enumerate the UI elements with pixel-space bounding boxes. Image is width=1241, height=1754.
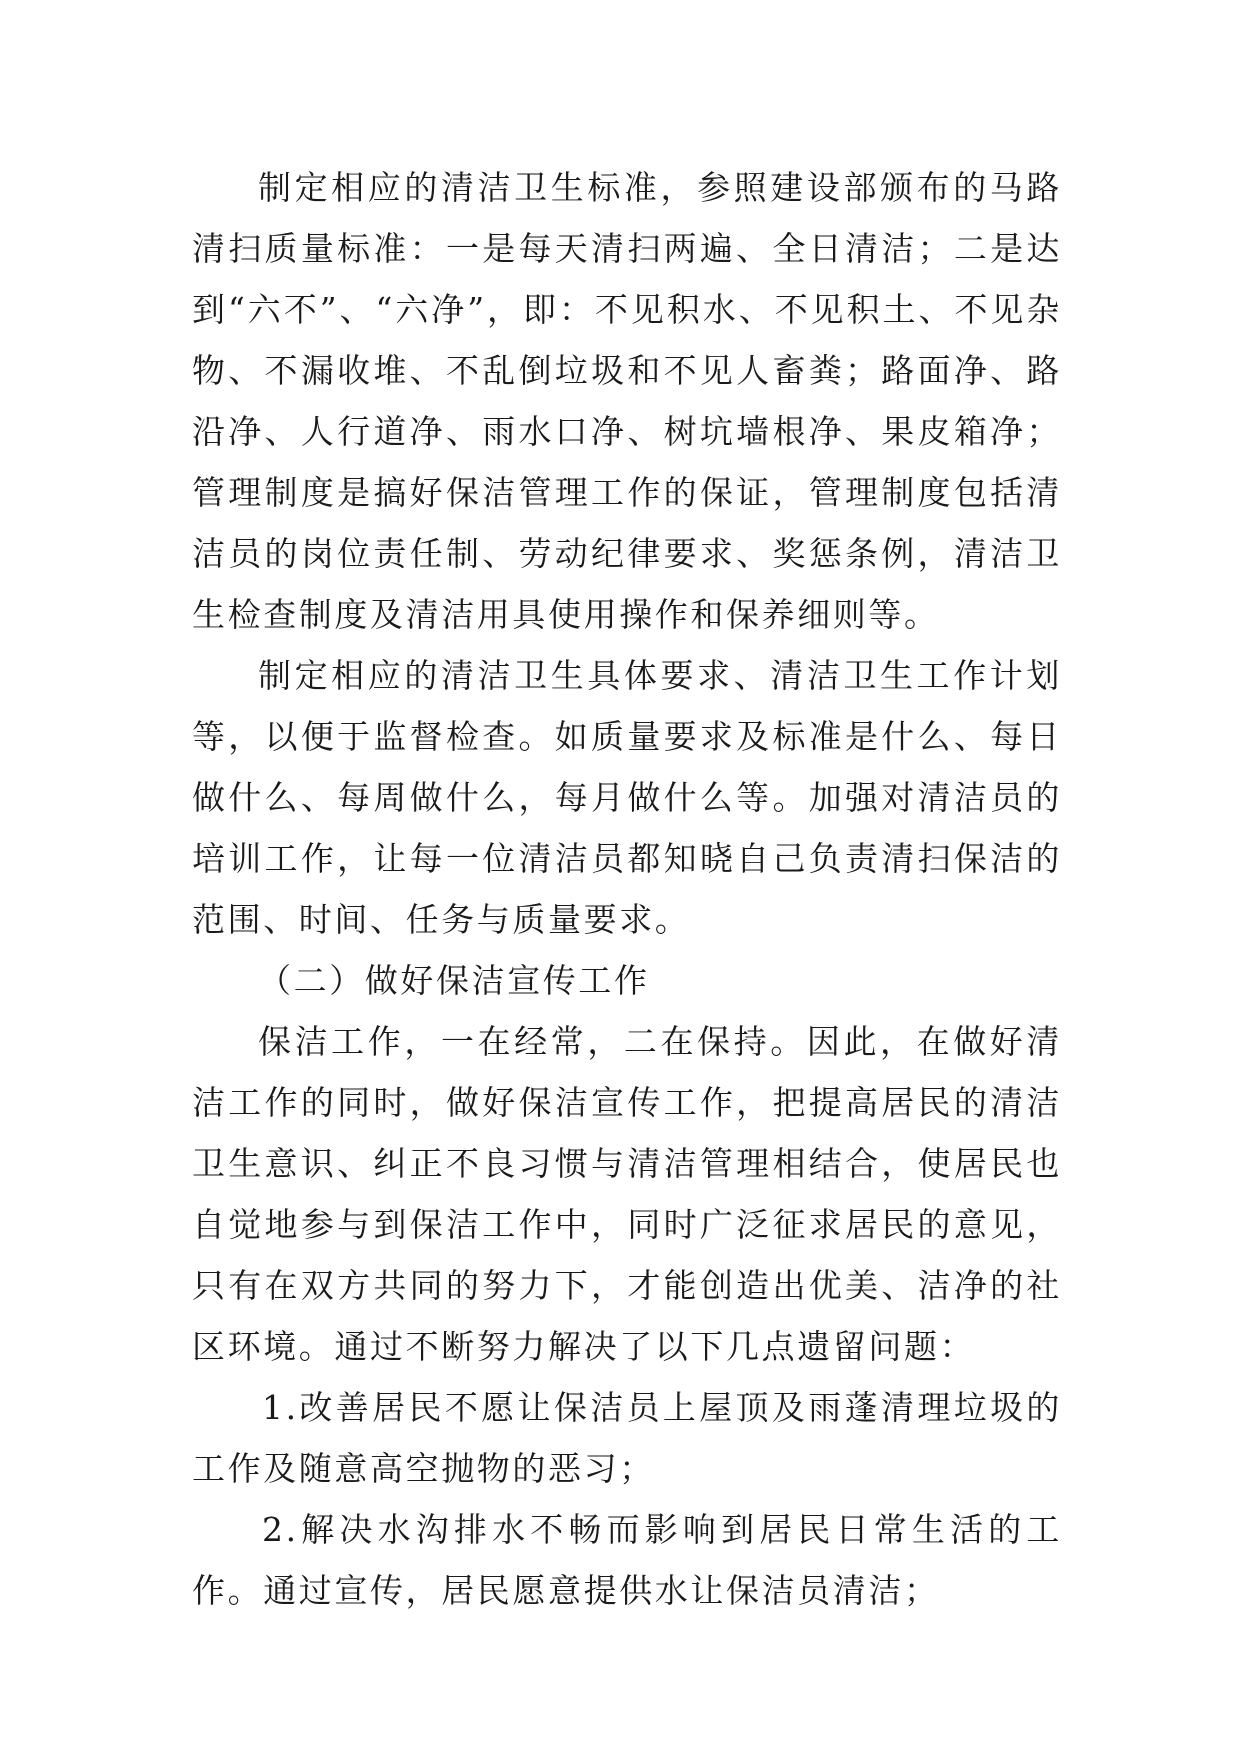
section-heading: （二）做好保洁宣传工作 [258, 961, 650, 1000]
paragraph-cleaning-standards: 制定相应的清洁卫生标准，参照建设部颁布的马路清扫质量标准：一是每天清扫两遍、全日清洁；二是达到“六不”、“六净”，即：不见积水、不见积土、不见杂物、不漏收堆、不乱倒垃圾和不见人畜粪；路面净、路沿净、人行道净、雨水口净、树坑墙根净、果皮箱净；管理制度是搞好保洁管理工作的保证，管理制度包括清洁员的岗位责任制、劳动纪律要求、奖惩条例，清洁卫生检查制度及清洁用具使用操作和保养细则等。 [192, 168, 1062, 634]
document-body [192, 157, 1062, 1621]
paragraph-publicity: 保洁工作，一在经常，二在保持。因此，在做好清洁工作的同时，做好保洁宣传工作，把提高居民的清洁卫生意识、纠正不良习惯与清洁管理相结合，使居民也自觉地参与到保洁工作中，同时广泛征求居民的意见，只有在双方共同的努力下，才能创造出优美、洁净的社区环境。通过不断努力解决了以下几点遗留问题： [192, 1022, 1062, 1366]
list-item: 1.改善居民不愿让保洁员上屋顶及雨蓬清理垃圾的工作及随意高空抛物的恶习； [192, 1388, 1062, 1488]
list-item: 2.解决水沟排水不畅而影响到居民日常生活的工作。通过宣传，居民愿意提供水让保洁员清洁； [192, 1510, 1062, 1610]
paragraph-specific-requirements: 制定相应的清洁卫生具体要求、清洁卫生工作计划等，以便于监督检查。如质量要求及标准是什么、每日做什么、每周做什么，每月做什么等。加强对清洁员的培训工作，让每一位清洁员都知晓自己负责清扫保洁的范围、时间、任务与质量要求。 [192, 656, 1062, 939]
